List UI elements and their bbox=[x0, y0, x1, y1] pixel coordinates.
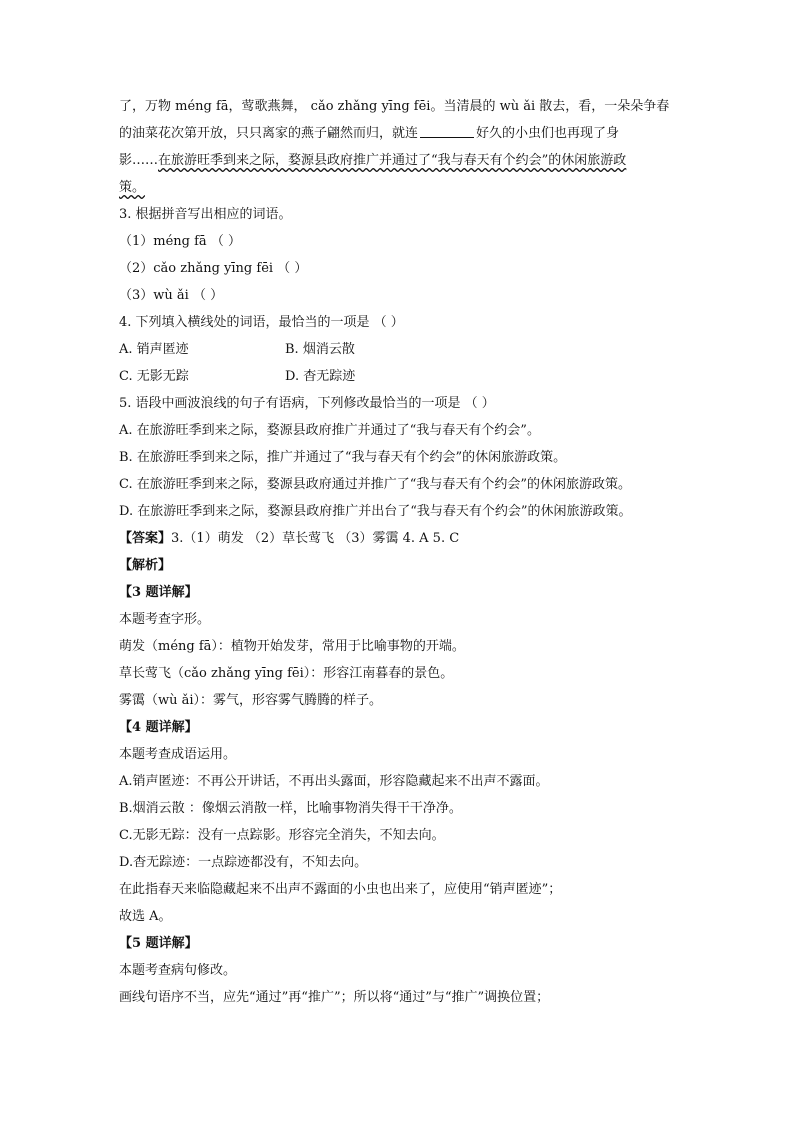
answer-line bbox=[119, 525, 679, 552]
question-5-stem: 5. 语段中画波浪线的句子有语病，下列修改最恰当的一项是 （ ） bbox=[119, 396, 495, 411]
question-5-option-a: A. 在旅游旺季到来之际，婺源县政府推广并通过了“我与春天有个约会”。 bbox=[119, 423, 540, 438]
question-3-item-1: （1）méng fā （ ） bbox=[119, 234, 241, 249]
detail-4-line-1: 本题考查成语运用。 bbox=[119, 747, 237, 762]
detail-4-line-7: 故选 A。 bbox=[119, 909, 172, 924]
detail-3-line-4: 雾霭（wù ǎi）：雾气，形容雾气腾腾的样子。 bbox=[119, 693, 383, 708]
detail-3-line-2: 萌发（méng fā）：植物开始发芽，常用于比喻事物的开端。 bbox=[119, 639, 465, 654]
detail-5-line-1: 本题考查病句修改。 bbox=[119, 963, 237, 978]
question-4-stem: 4. 下列填入横线处的词语，最恰当的一项是 （ ） bbox=[119, 315, 404, 330]
question-4-option-b: B. 烟消云散 bbox=[285, 342, 355, 357]
detail-3-line-3: 草长莺飞（cǎo zhǎng yīng fēi）：形容江南暮春的景色。 bbox=[119, 666, 454, 681]
question-5-option-b: B. 在旅游旺季到来之际，推广并通过了“我与春天有个约会”的休闲旅游政策。 bbox=[119, 450, 567, 465]
answer-label: 【答案】 bbox=[119, 531, 172, 546]
question-4-option-d: D. 杳无踪迹 bbox=[285, 369, 356, 384]
question-3-item-3: （3）wù ǎi （ ） bbox=[119, 288, 224, 303]
question-3-item-2: （2）cǎo zhǎng yīng fēi （ ） bbox=[119, 261, 308, 276]
passage-line-2-after: 好久的小虫们也再现了身 bbox=[476, 126, 620, 141]
question-5-option-c: C. 在旅游旺季到来之际，婺源县政府通过并推广了“我与春天有个约会”的休闲旅游政策。 bbox=[119, 477, 632, 492]
question-4-options-row-2 bbox=[119, 363, 679, 390]
detail-4-line-2: A.销声匿迹：不再公开讲话，不再出头露面，形容隐藏起来不出声不露面。 bbox=[119, 774, 549, 789]
passage-line-3-before: 影…… bbox=[119, 153, 159, 168]
question-5-option-d: D. 在旅游旺季到来之际，婺源县政府推广并出台了“我与春天有个约会”的休闲旅游政策。 bbox=[119, 504, 632, 519]
detail-5-heading: 【5 题详解】 bbox=[119, 936, 198, 951]
detail-4-line-6: 在此指春天来临隐藏起来不出声不露面的小虫也出来了，应使用“销声匿迹”； bbox=[119, 882, 562, 897]
detail-4-line-4: C.无影无踪：没有一点踪影。形容完全消失，不知去向。 bbox=[119, 828, 445, 843]
passage-line-2-before: 的油菜花次第开放，只只离家的燕子翩然而归，就连 bbox=[119, 126, 419, 141]
passage-line-2 bbox=[119, 120, 679, 147]
detail-4-line-5: D.杳无踪迹：一点踪迹都没有，不知去向。 bbox=[119, 855, 368, 870]
passage-line-4 bbox=[119, 174, 679, 201]
question-4-option-c: C. 无影无踪 bbox=[119, 369, 189, 384]
detail-5-line-2: 画线句语序不当，应先“通过”再“推广”；所以将“通过”与“推广”调换位置； bbox=[119, 990, 550, 1005]
detail-3-line-1: 本题考查字形。 bbox=[119, 612, 211, 627]
passage-line-1: 了，万物 méng fā，莺歌燕舞， cǎo zhǎng yīng fēi。当清晨的 wù ǎi 散去，看，一朵朵争春 bbox=[119, 99, 670, 114]
detail-4-heading: 【4 题详解】 bbox=[119, 720, 198, 735]
wavy-underlined-sentence-end: 策。 bbox=[119, 180, 146, 195]
question-4-options-row-1 bbox=[119, 336, 679, 363]
document-page bbox=[119, 93, 679, 1011]
question-4-option-a: A. 销声匿迹 bbox=[119, 342, 189, 357]
fill-blank bbox=[420, 123, 474, 138]
analysis-label: 【解析】 bbox=[119, 558, 172, 573]
detail-3-heading: 【3 题详解】 bbox=[119, 585, 198, 600]
passage-line-3 bbox=[119, 147, 679, 174]
answer-text: 3.（1）萌发 （2）草长莺飞 （3）雾霭 4. A 5. C bbox=[171, 531, 460, 546]
question-3-stem: 3. 根据拼音写出相应的词语。 bbox=[119, 207, 292, 222]
detail-4-line-3: B.烟消云散 ：像烟云消散一样，比喻事物消失得干干净净。 bbox=[119, 801, 462, 816]
wavy-underlined-sentence: 在旅游旺季到来之际，婺源县政府推广并通过了“我与春天有个约会”的休闲旅游政 bbox=[158, 153, 627, 168]
